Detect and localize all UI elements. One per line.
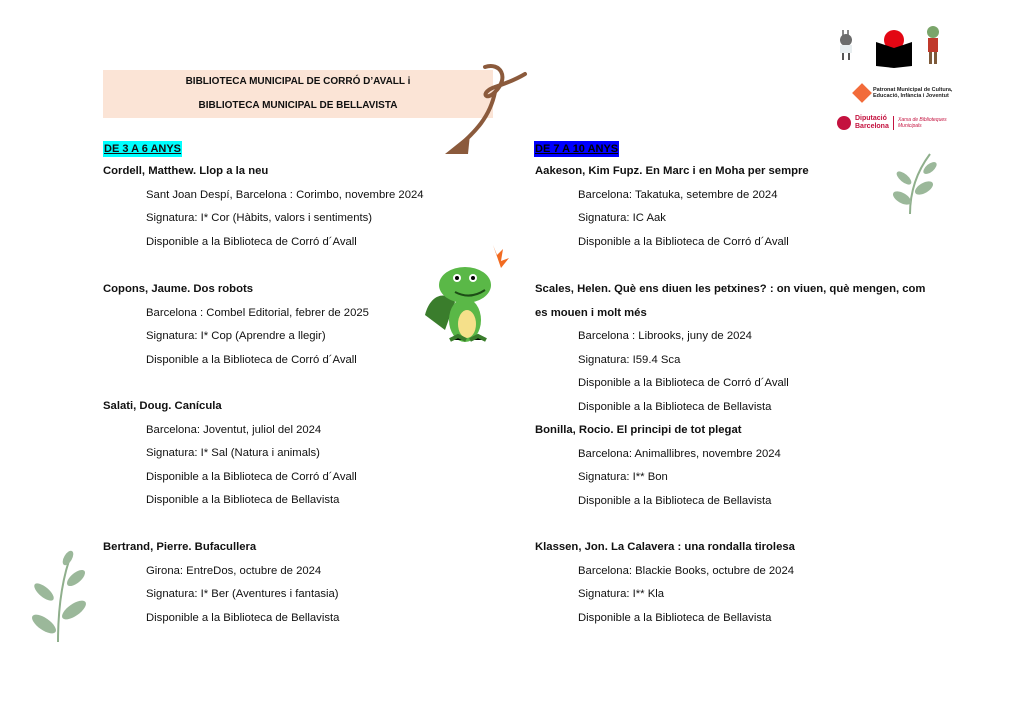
book-availability: Disponible a la Biblioteca de Bellavista: [578, 400, 772, 413]
book-availability: Disponible a la Biblioteca de Corró d´Avall: [146, 470, 357, 483]
leaf-branch-icon: [28, 548, 90, 644]
book-title: Bonilla, Rocio. El principi de tot plegat: [535, 424, 742, 436]
book-signature: Signatura: I* Cor (Hàbits, valors i sentiments): [146, 212, 373, 224]
xarxa-label: Xarxa de Biblioteques Municipals: [898, 117, 947, 129]
book-signature: Signatura: I* Ber (Aventures i fantasia): [146, 588, 339, 600]
book-signature: Signatura: IC Aak: [578, 212, 666, 224]
book-publication: Girona: EntreDos, octubre de 2024: [146, 564, 322, 577]
book-entry: [535, 419, 781, 513]
book-publication: Barcelona: Blackie Books, octubre de 2024: [578, 564, 795, 577]
book-title: Aakeson, Kim Fupz. En Marc i en Moha per sempre: [535, 165, 809, 177]
book-availability: Disponible a la Biblioteca de Bellavista: [578, 611, 772, 624]
section-title-3-6: DE 3 A 6 ANYS: [104, 143, 182, 155]
book-signature: Signatura: I** Kla: [578, 588, 665, 600]
book-entry: [535, 160, 809, 254]
book-entry: [103, 160, 424, 254]
book-publication: Barcelona : Librooks, juny de 2024: [578, 330, 752, 342]
book-title: Salati, Doug. Canícula: [103, 400, 222, 412]
patronat-label: Patronat Municipal de Cultura, Educació, Infància i Joventut: [873, 86, 953, 99]
patronat-emblem-icon: [852, 83, 872, 103]
curly-arrow-icon: [440, 62, 530, 162]
patronat-logo: [855, 86, 955, 100]
book-signature: Signatura: I* Sal (Natura i animals): [146, 447, 320, 459]
section-title-7-10: DE 7 A 10 ANYS: [535, 143, 619, 155]
dragon-illustration-icon: [415, 240, 515, 350]
book-entry: [103, 395, 357, 513]
book-availability: Disponible a la Biblioteca de Corró d´Avall: [146, 235, 357, 248]
book-title: Klassen, Jon. La Calavera : una rondalla tirolesa: [535, 541, 795, 553]
header-banner: [103, 70, 493, 118]
puppet-character-icon: [922, 24, 944, 68]
book-availability: Disponible a la Biblioteca de Corró d´Avall: [146, 353, 357, 366]
book-entry: [535, 536, 795, 630]
book-publication: Barcelona: Takatuka, setembre de 2024: [578, 188, 778, 201]
book-publication: Barcelona : Combel Editorial, febrer de 2025: [146, 306, 369, 319]
book-publication: Sant Joan Despí, Barcelona : Corimbo, novembre 2024: [146, 188, 424, 201]
book-entry: [535, 278, 925, 419]
diputacio-label: Diputació Barcelona: [855, 115, 889, 130]
book-title-continued: es mouen i molt més: [535, 306, 647, 319]
book-publication: Barcelona: Animallibres, novembre 2024: [578, 447, 781, 460]
book-availability: Disponible a la Biblioteca de Bellavista: [146, 611, 340, 624]
book-entry: [103, 536, 339, 630]
book-signature: Signatura: I* Cop (Aprendre a llegir): [146, 330, 326, 342]
book-availability: Disponible a la Biblioteca de Corró d´Avall: [578, 235, 789, 248]
book-availability: Disponible a la Biblioteca de Corró d´Avall: [578, 377, 789, 389]
book-title: Scales, Helen. Què ens diuen les petxines? : on viuen, què mengen, com: [535, 283, 926, 295]
diputacio-logo: [837, 115, 948, 131]
book-publication: Barcelona: Joventut, juliol del 2024: [146, 423, 322, 436]
book-entry: [103, 278, 369, 372]
header-line-2: BIBLIOTECA MUNICIPAL DE BELLAVISTA: [198, 100, 398, 111]
book-signature: Signatura: I59.4 Sca: [578, 353, 681, 366]
book-title: Cordell, Matthew. Llop a la neu: [103, 165, 269, 177]
book-title: Bertrand, Pierre. Bufacullera: [103, 541, 257, 553]
header-line-1: BIBLIOTECA MUNICIPAL DE CORRÓ D’AVALL i: [185, 76, 411, 87]
book-availability: Disponible a la Biblioteca de Bellavista: [146, 494, 340, 506]
book-availability: Disponible a la Biblioteca de Bellavista: [578, 494, 772, 507]
leaf-branch-icon: [890, 150, 938, 216]
diputacio-emblem-icon: [837, 116, 851, 130]
rabbit-character-icon: [835, 30, 857, 62]
book-title: Copons, Jaume. Dos robots: [103, 283, 254, 295]
reading-book-logo-icon: [874, 30, 914, 68]
book-signature: Signatura: I** Bon: [578, 471, 668, 483]
